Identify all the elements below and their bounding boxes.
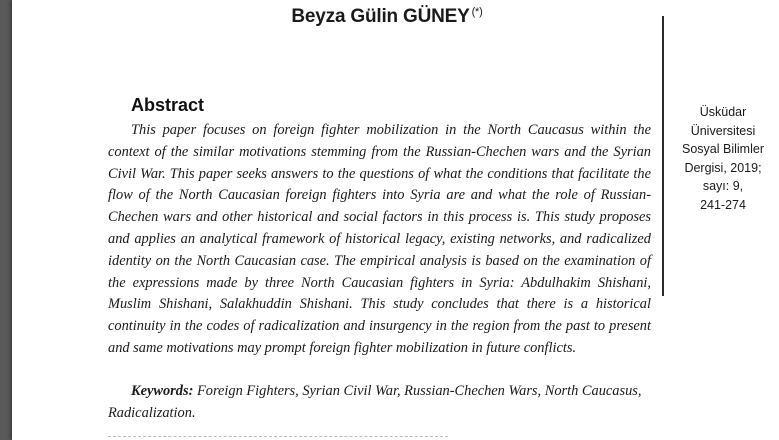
keywords-label: Keywords: [131,383,194,399]
journal-citation [668,103,778,214]
author-name-text: Beyza Gülin GÜNEY [291,6,470,27]
sidebar-divider [662,16,664,296]
footnote-divider [108,436,448,437]
keywords [108,380,651,424]
author-name [12,6,762,28]
keywords-text: Foreign Fighters, Syrian Civil War, Russian-Chechen Wars, North Caucasus, Radicalization. [108,383,642,421]
abstract-heading: Abstract [131,95,205,115]
journal-citation-line: sayı: 9, [702,179,744,193]
journal-citation-line: 241-274 [700,197,746,212]
journal-citation-line: Üsküdar [699,105,747,119]
journal-citation-line: Üniversitesi [690,123,756,138]
journal-citation-line: Dergisi, 2019; [684,160,762,175]
author-footnote-mark: (*) [471,6,483,18]
abstract-text: This paper focuses on foreign fighter mobilization in the North Caucasus within the context of the similar motivations stemming from the Russian-Chechen wars and the Syrian Civil War. This paper seeks answers to the questions of what the conditions that facilitate the flow of the North Caucasian foreign fighters into Syria are and what the role of Russian-Chechen wars and other historical and social factors in this process is. This study proposes and applies an analytical framework of historical legacy, existing networks, and radicalized identity on the North Caucasian case. The empirical analysis is based on the examination of the expressions made by three North Caucasian fighters in Syria: Abdulhakim Shishani, Muslim Shishani, Salakhuddin Shishani. This study concludes that there is a historical continuity in the codes of radicalization and insurgency in the region from the past to present and same motivations may prompt foreign fighter mobilization in future conflicts. [108,122,651,356]
document-page [12,0,779,440]
journal-citation-line: Sosyal Bilimler [682,142,764,156]
